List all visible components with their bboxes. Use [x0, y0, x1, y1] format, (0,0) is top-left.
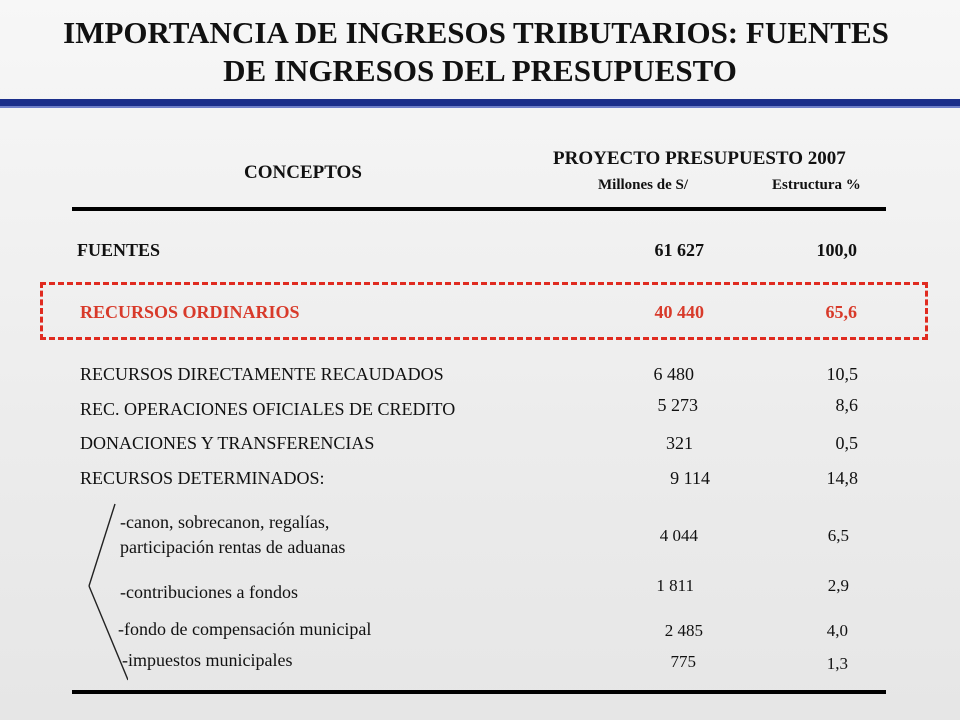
row-label: -fondo de compensación municipal: [118, 619, 372, 639]
row-amount: 4 044: [659, 526, 698, 545]
row-label: RECURSOS DIRECTAMENTE RECAUDADOS: [80, 364, 444, 384]
row-pct: 6,5: [827, 526, 849, 545]
row-label: RECURSOS DETERMINADOS:: [80, 468, 325, 488]
row-amount: 9 114: [670, 468, 710, 488]
table-bottom-rule: [72, 690, 886, 694]
table-top-rule: [72, 207, 886, 211]
row-amount: 61 627: [654, 240, 704, 260]
row-amount: 775: [670, 652, 696, 671]
row-label: -contribuciones a fondos: [120, 582, 298, 602]
header-amount: Millones de S/: [598, 177, 689, 193]
row-label: RECURSOS ORDINARIOS: [80, 302, 300, 322]
row-amount: 5 273: [657, 395, 698, 415]
row-label: FUENTES: [77, 240, 161, 260]
row-amount: 40 440: [654, 302, 704, 322]
row-pct: 1,3: [826, 654, 848, 673]
header-budget-project: PROYECTO PRESUPUESTO 2007: [553, 148, 846, 169]
row-amount: 6 480: [653, 364, 694, 384]
row-label-line-1: -canon, sobrecanon, regalías,: [120, 512, 330, 532]
row-amount: 2 485: [664, 621, 703, 640]
row-pct: 0,5: [835, 433, 858, 453]
row-pct: 8,6: [835, 395, 858, 415]
row-label-line-2: participación rentas de aduanas: [120, 537, 346, 557]
row-label: [120, 510, 345, 560]
header-structure: Estructura %: [772, 177, 861, 193]
title-divider: [0, 99, 960, 106]
row-label: DONACIONES Y TRANSFERENCIAS: [80, 433, 375, 453]
header-concepts: CONCEPTOS: [244, 162, 362, 183]
slide-title: [0, 14, 960, 90]
row-amount: 1 811: [656, 576, 694, 595]
row-pct: 2,9: [827, 576, 849, 595]
row-label: REC. OPERACIONES OFICIALES DE CREDITO: [80, 399, 456, 419]
row-pct: 65,6: [825, 302, 857, 322]
row-amount: 321: [666, 433, 693, 453]
row-pct: 14,8: [826, 468, 858, 488]
title-line-1: IMPORTANCIA DE INGRESOS TRIBUTARIOS: FUENTES: [63, 15, 889, 50]
row-pct: 4,0: [826, 621, 848, 640]
title-line-2: DE INGRESOS DEL PRESUPUESTO: [223, 53, 737, 88]
row-pct: 10,5: [826, 364, 858, 384]
row-label: -impuestos municipales: [122, 650, 293, 670]
row-pct: 100,0: [816, 240, 857, 260]
